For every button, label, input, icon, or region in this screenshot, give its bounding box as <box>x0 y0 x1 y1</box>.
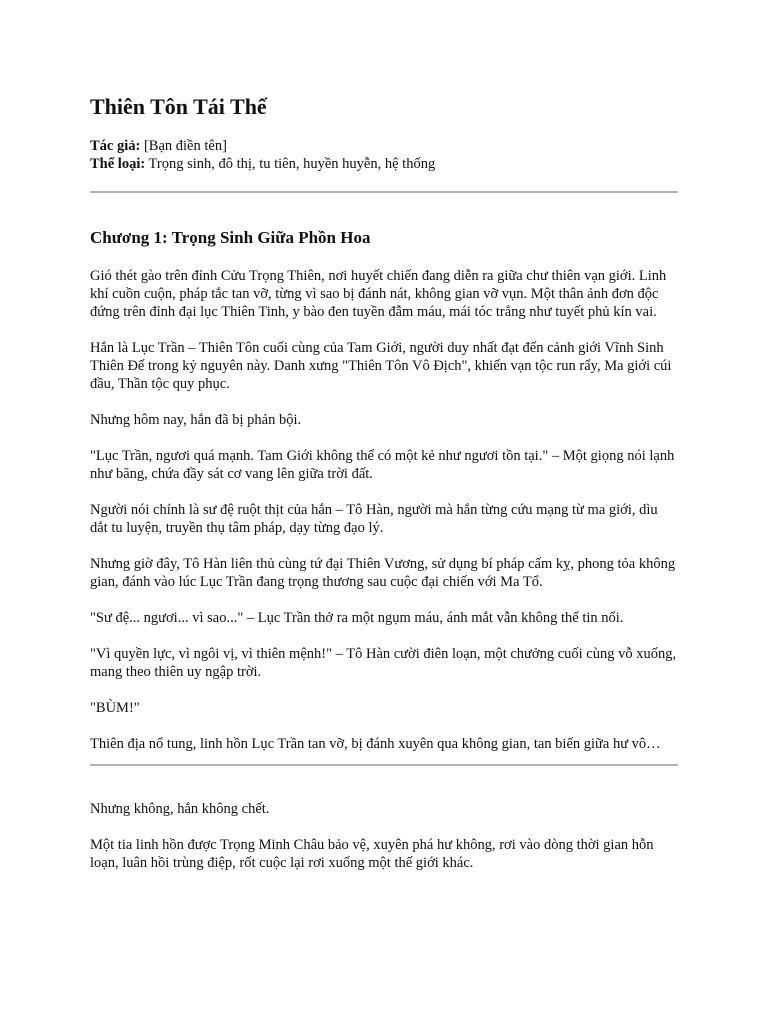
author-value: [Bạn điền tên] <box>140 138 227 154</box>
paragraph: "Sư đệ... ngươi... vì sao..." – Lục Trần thở ra một ngụm máu, ánh mắt vẫn không thể tin nổi. <box>90 610 624 626</box>
author-line <box>90 137 678 155</box>
genre-value: Trọng sinh, đô thị, tu tiên, huyền huyễn, hệ thống <box>145 156 436 172</box>
genre-line <box>90 155 678 173</box>
author-label: Tác giả: <box>90 138 141 154</box>
paragraph: "Vì quyền lực, vì ngôi vị, vì thiên mệnh!" – Tô Hàn cười điên loạn, một chưởng cuối cùng vỗ xuống, mang theo thiên uy ngập trời. <box>90 646 677 680</box>
chapter-section-2 <box>90 800 678 872</box>
paragraph: Nhưng giờ đây, Tô Hàn liên thủ cùng tứ đại Thiên Vương, sử dụng bí pháp cấm kỵ, phong tỏa không gian, đánh vào lúc Lục Trần đang trọng thương sau cuộc đại chiến với Ma Tổ. <box>90 556 676 590</box>
chapter-title: Chương 1: Trọng Sinh Giữa Phồn Hoa <box>90 228 371 247</box>
paragraph: "BÙM!" <box>90 700 140 716</box>
paragraph: Nhưng hôm nay, hắn đã bị phản bội. <box>90 412 302 428</box>
paragraph: "Lục Trần, ngươi quá mạnh. Tam Giới không thể có một kẻ như ngươi tồn tại." – Một giọng nói lạnh như băng, chứa đầy sát cơ vang lên giữa trời đất. <box>90 448 675 482</box>
chapter-section-1 <box>90 267 678 753</box>
document-title: Thiên Tôn Tái Thế <box>90 94 267 119</box>
document-meta <box>90 137 678 173</box>
paragraph: Gió thét gào trên đỉnh Cửu Trọng Thiên, nơi huyết chiến đang diễn ra giữa chư thiên vạn giới. Linh khí cuồn cuộn, pháp tắc tan vỡ, từng vì sao bị đánh nát, không gian vỡ vụn. Một thân ảnh đơn độc đứng trên đỉnh đại lục Thiên Tinh, y bào đen tuyền đẫm máu, mái tóc trắng như tuyết phủ kín vai. <box>90 268 667 320</box>
paragraph: Người nói chính là sư đệ ruột thịt của hắn – Tô Hàn, người mà hắn từng cứu mạng từ ma giới, dìu dắt tu luyện, truyền thụ tâm pháp, dạy từng đạo lý. <box>90 502 658 536</box>
paragraph: Thiên địa nổ tung, linh hồn Lục Trần tan vỡ, bị đánh xuyên qua không gian, tan biến giữa hư vô… <box>90 736 661 752</box>
divider-section <box>90 764 678 766</box>
paragraph: Hắn là Lục Trần – Thiên Tôn cuối cùng của Tam Giới, người duy nhất đạt đến cảnh giới Vĩnh Sinh Thiên Đế trong kỷ nguyên này. Danh xưng "Thiên Tôn Vô Địch", khiến vạn tộc run rẩy, Ma giới cúi đầu, Thần tộc quy phục. <box>90 340 672 392</box>
divider-top <box>90 191 678 193</box>
paragraph: Nhưng không, hắn không chết. <box>90 801 270 817</box>
genre-label: Thể loại: <box>90 156 146 172</box>
paragraph: Một tia linh hồn được Trọng Minh Châu bảo vệ, xuyên phá hư không, rơi vào dòng thời gian hỗn loạn, luân hồi trùng điệp, rốt cuộc lại rơi xuống một thế giới khác. <box>90 837 654 871</box>
